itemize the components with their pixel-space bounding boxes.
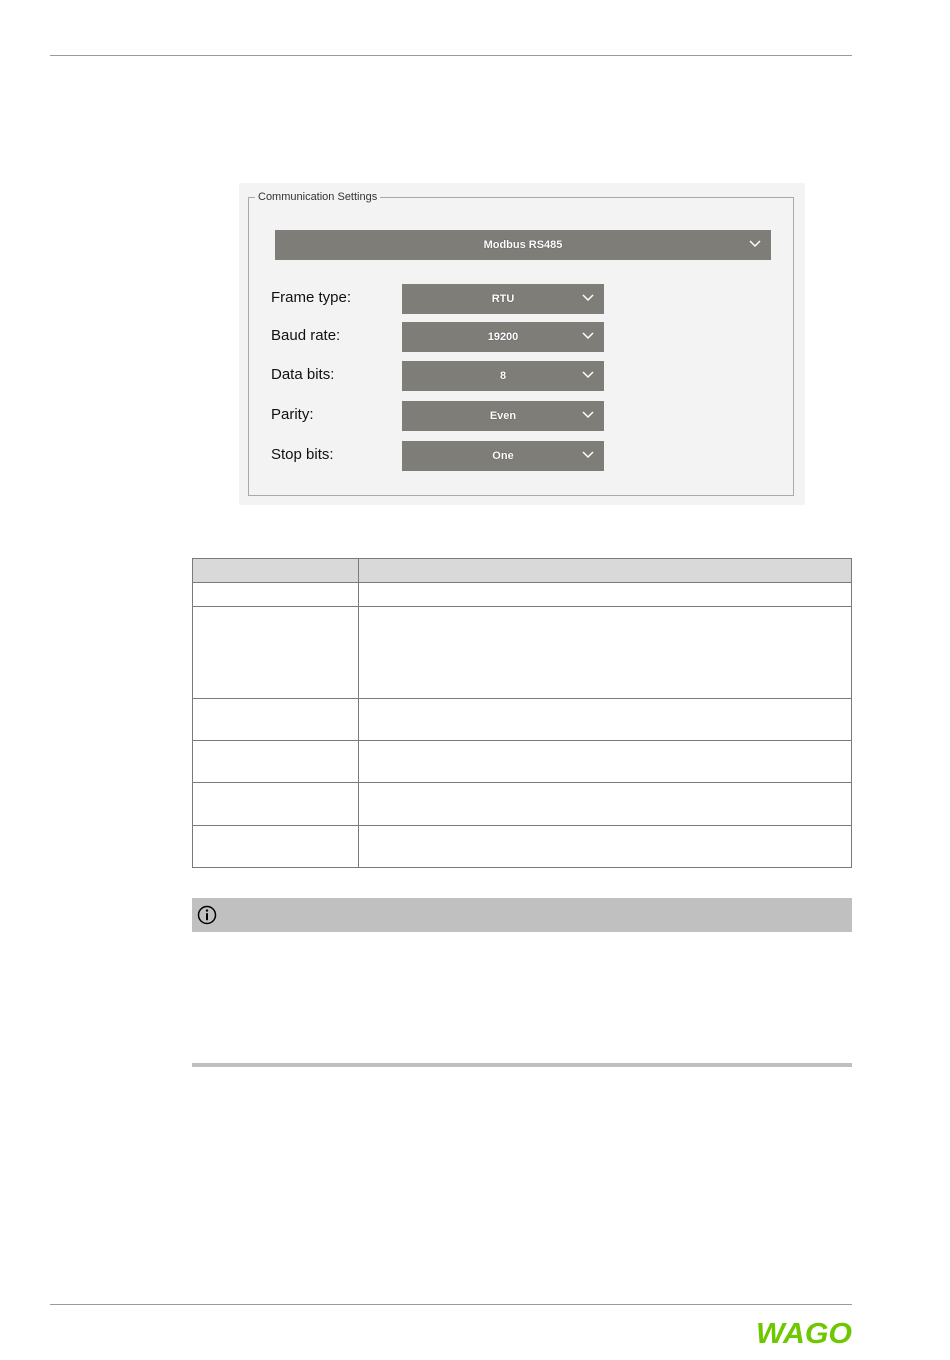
table-cell bbox=[193, 607, 359, 699]
chevron-down-icon bbox=[582, 371, 594, 379]
table-cell bbox=[193, 699, 359, 741]
table-cell bbox=[359, 607, 852, 699]
table-cell bbox=[359, 826, 852, 868]
table-cell bbox=[193, 783, 359, 826]
table-cell bbox=[359, 699, 852, 741]
wago-logo bbox=[756, 1318, 852, 1346]
table-cell bbox=[193, 826, 359, 868]
logo-text: WAGO bbox=[756, 1318, 852, 1346]
table-row bbox=[193, 826, 852, 868]
communication-settings-panel bbox=[239, 183, 805, 505]
frame-type-value: RTU bbox=[491, 293, 515, 305]
protocol-value: Modbus RS485 bbox=[483, 239, 563, 251]
parameter-table bbox=[192, 558, 852, 868]
chevron-down-icon bbox=[749, 240, 761, 248]
stop-bits-dropdown[interactable] bbox=[402, 441, 604, 471]
table-row bbox=[193, 741, 852, 783]
communication-settings-group bbox=[248, 191, 794, 496]
data-bits-label: Data bits: bbox=[271, 366, 335, 383]
header-rule bbox=[50, 55, 852, 56]
data-bits-dropdown[interactable] bbox=[402, 361, 604, 391]
baud-rate-value: 19200 bbox=[487, 331, 519, 343]
frame-type-label: Frame type: bbox=[271, 289, 352, 306]
table-cell bbox=[359, 783, 852, 826]
info-icon bbox=[197, 905, 217, 925]
data-bits-value: 8 bbox=[499, 370, 507, 382]
table-row bbox=[193, 583, 852, 607]
table-header-cell bbox=[193, 559, 359, 583]
table-row bbox=[193, 607, 852, 699]
table-cell bbox=[193, 741, 359, 783]
chevron-down-icon bbox=[582, 411, 594, 419]
parity-value: Even bbox=[489, 410, 517, 422]
table-header-cell bbox=[359, 559, 852, 583]
chevron-down-icon bbox=[582, 332, 594, 340]
group-legend: Communication Settings bbox=[255, 190, 380, 204]
parity-dropdown[interactable] bbox=[402, 401, 604, 431]
baud-rate-label: Baud rate: bbox=[271, 327, 341, 344]
table-cell bbox=[359, 583, 852, 607]
protocol-dropdown[interactable] bbox=[275, 230, 771, 260]
table-cell bbox=[359, 741, 852, 783]
chevron-down-icon bbox=[582, 451, 594, 459]
baud-rate-dropdown[interactable] bbox=[402, 322, 604, 352]
table-row bbox=[193, 783, 852, 826]
parity-label: Parity: bbox=[271, 406, 314, 423]
footer-rule bbox=[50, 1304, 852, 1305]
stop-bits-label: Stop bits: bbox=[271, 446, 334, 463]
table-header-row bbox=[193, 559, 852, 583]
stop-bits-value: One bbox=[492, 450, 514, 462]
info-note-header bbox=[192, 898, 852, 932]
chevron-down-icon bbox=[582, 294, 594, 302]
table-row bbox=[193, 699, 852, 741]
info-note-bottom-bar bbox=[192, 1063, 852, 1067]
table-cell bbox=[193, 583, 359, 607]
frame-type-dropdown[interactable] bbox=[402, 284, 604, 314]
